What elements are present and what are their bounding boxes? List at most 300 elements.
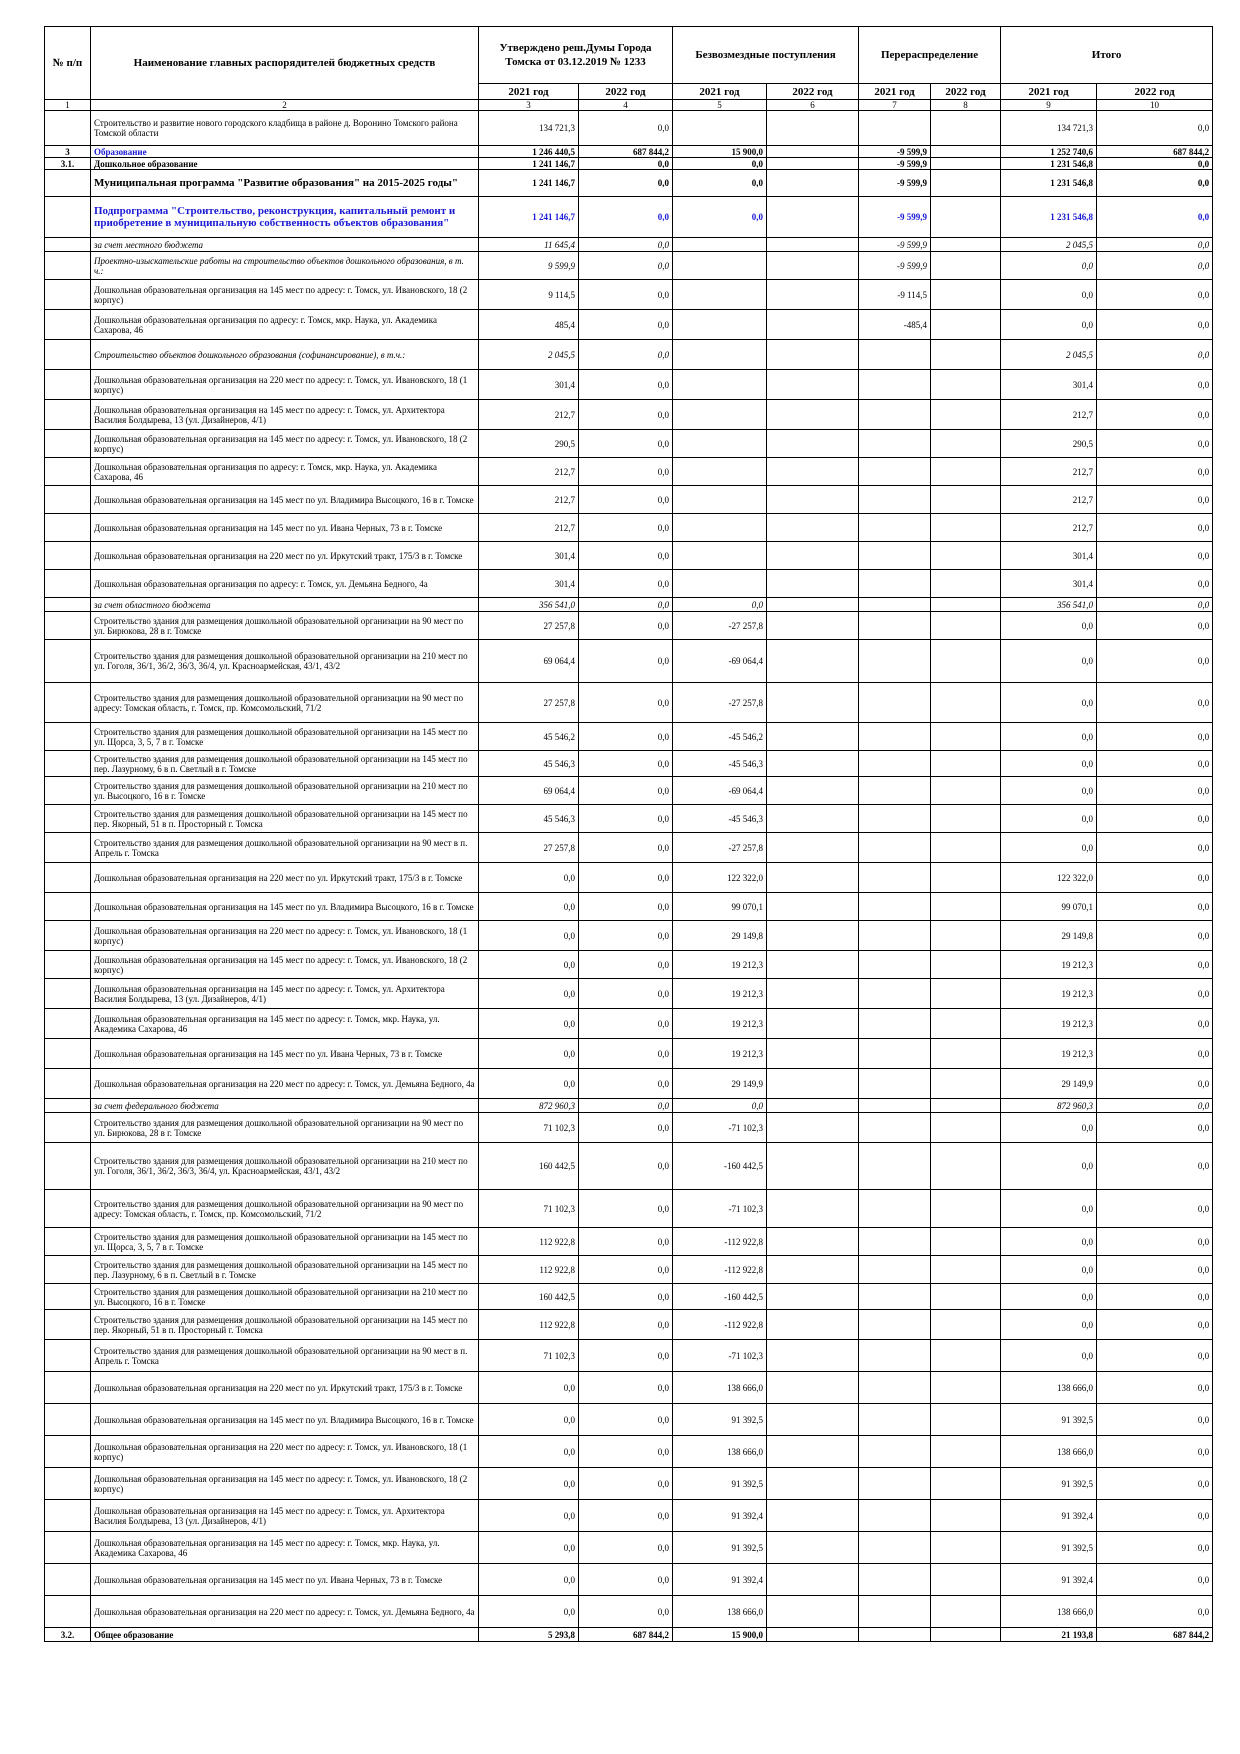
value-cell: 91 392,4 <box>1001 1564 1097 1596</box>
value-cell: 0,0 <box>1097 1069 1213 1099</box>
value-cell: 0,0 <box>1001 280 1097 310</box>
row-number <box>45 1069 91 1099</box>
value-cell <box>859 1468 931 1500</box>
table-row <box>45 1284 1213 1310</box>
value-cell <box>859 1113 931 1143</box>
value-cell: 112 922,8 <box>479 1228 579 1256</box>
value-cell <box>859 1256 931 1284</box>
value-cell <box>767 197 859 238</box>
value-cell <box>859 863 931 893</box>
value-cell: 0,0 <box>479 863 579 893</box>
value-cell <box>859 979 931 1009</box>
value-cell: 0,0 <box>1097 1436 1213 1468</box>
row-number <box>45 1468 91 1500</box>
row-name: Дошкольная образовательная организация на 145 мест по ул. Ивана Черных, 73 в г. Томске <box>91 1564 479 1596</box>
value-cell: 0,0 <box>1097 158 1213 170</box>
value-cell: -69 064,4 <box>673 777 767 805</box>
value-cell: 356 541,0 <box>1001 598 1097 612</box>
value-cell: 122 322,0 <box>673 863 767 893</box>
value-cell: 0,0 <box>1097 751 1213 777</box>
value-cell: 0,0 <box>579 777 673 805</box>
table-row <box>45 1228 1213 1256</box>
value-cell: 0,0 <box>1097 1228 1213 1256</box>
value-cell: 138 666,0 <box>1001 1436 1097 1468</box>
value-cell: 0,0 <box>1097 921 1213 951</box>
row-name: Дошкольная образовательная организация на 220 мест по адресу: г. Томск, ул. Демьяна Бедного, 4а <box>91 1069 479 1099</box>
value-cell: 0,0 <box>579 430 673 458</box>
value-cell: 71 102,3 <box>479 1113 579 1143</box>
value-cell <box>767 1564 859 1596</box>
row-number <box>45 598 91 612</box>
value-cell: 0,0 <box>673 1099 767 1113</box>
value-cell: 301,4 <box>479 370 579 400</box>
value-cell: 1 252 740,6 <box>1001 146 1097 158</box>
value-cell: 0,0 <box>579 1069 673 1099</box>
value-cell: -9 599,9 <box>859 197 931 238</box>
value-cell: 687 844,2 <box>579 1628 673 1642</box>
value-cell: 212,7 <box>479 400 579 430</box>
value-cell: 45 546,3 <box>479 751 579 777</box>
value-cell: 0,0 <box>579 111 673 146</box>
value-cell: 0,0 <box>579 612 673 640</box>
row-name: Строительство здания для размещения дошкольной образовательной организации на 145 мест по ул. Щорса, 3, 5, 7 в г. Томске <box>91 1228 479 1256</box>
year-2022-total: 2022 год <box>1097 84 1213 100</box>
value-cell: 0,0 <box>579 1099 673 1113</box>
value-cell <box>767 158 859 170</box>
value-cell: 0,0 <box>579 1564 673 1596</box>
value-cell: -112 922,8 <box>673 1256 767 1284</box>
value-cell: 138 666,0 <box>1001 1596 1097 1628</box>
value-cell <box>859 1340 931 1372</box>
row-name: Дошкольная образовательная организация на 145 мест по адресу: г. Томск, ул. Ивановского, 18 (2 корпус) <box>91 280 479 310</box>
value-cell: -160 442,5 <box>673 1143 767 1190</box>
value-cell: 134 721,3 <box>1001 111 1097 146</box>
value-cell: 69 064,4 <box>479 777 579 805</box>
value-cell: 0,0 <box>579 1340 673 1372</box>
table-row <box>45 458 1213 486</box>
value-cell: 0,0 <box>579 310 673 340</box>
col-index: 3 <box>479 100 579 111</box>
value-cell <box>931 1039 1001 1069</box>
row-name: Дошкольная образовательная организация на 220 мест по адресу: г. Томск, ул. Демьяна Бедного, 4а <box>91 1596 479 1628</box>
value-cell <box>673 340 767 370</box>
value-cell: 0,0 <box>479 1404 579 1436</box>
value-cell <box>673 238 767 252</box>
value-cell: 0,0 <box>579 1143 673 1190</box>
value-cell <box>931 1113 1001 1143</box>
value-cell <box>931 598 1001 612</box>
year-2021-approved: 2021 год <box>479 84 579 100</box>
value-cell: 0,0 <box>1097 252 1213 280</box>
row-number <box>45 805 91 833</box>
value-cell: 212,7 <box>1001 486 1097 514</box>
value-cell: 11 645,4 <box>479 238 579 252</box>
budget-table <box>44 26 1213 1642</box>
value-cell <box>767 340 859 370</box>
value-cell <box>859 1143 931 1190</box>
value-cell <box>673 570 767 598</box>
table-row <box>45 570 1213 598</box>
value-cell <box>767 1113 859 1143</box>
value-cell <box>767 1039 859 1069</box>
value-cell <box>859 1190 931 1228</box>
value-cell: 69 064,4 <box>479 640 579 683</box>
row-number <box>45 1009 91 1039</box>
value-cell: 0,0 <box>579 542 673 570</box>
col-index: 4 <box>579 100 673 111</box>
row-name: Строительство здания для размещения дошкольной образовательной организации на 210 мест по ул. Высоцкого, 16 в г. Томске <box>91 777 479 805</box>
row-name: Строительство и развитие нового городского кладбища в районе д. Воронино Томского района Томской области <box>91 111 479 146</box>
row-name: Дошкольная образовательная организация на 145 мест по адресу: г. Томск, ул. Архитектора Василия Болдырева, 13 (ул. Дизайнеров, 4/1) <box>91 400 479 430</box>
col-index: 6 <box>767 100 859 111</box>
row-name: Дошкольная образовательная организация на 220 мест по адресу: г. Томск, ул. Ивановского, 18 (1 корпус) <box>91 370 479 400</box>
value-cell <box>859 1284 931 1310</box>
year-2022-realloc: 2022 год <box>931 84 1001 100</box>
value-cell <box>767 310 859 340</box>
value-cell: -485,4 <box>859 310 931 340</box>
value-cell: 872 960,3 <box>1001 1099 1097 1113</box>
value-cell <box>931 1564 1001 1596</box>
value-cell <box>931 833 1001 863</box>
row-number <box>45 863 91 893</box>
value-cell: -9 599,9 <box>859 158 931 170</box>
value-cell: 1 231 546,8 <box>1001 158 1097 170</box>
value-cell <box>931 1228 1001 1256</box>
value-cell <box>931 1284 1001 1310</box>
value-cell <box>767 1310 859 1340</box>
row-number <box>45 751 91 777</box>
value-cell: -9 599,9 <box>859 238 931 252</box>
table-row <box>45 683 1213 723</box>
value-cell: 687 844,2 <box>579 146 673 158</box>
value-cell <box>673 486 767 514</box>
table-row <box>45 370 1213 400</box>
value-cell: 91 392,5 <box>673 1404 767 1436</box>
value-cell: 0,0 <box>1097 1009 1213 1039</box>
value-cell: 301,4 <box>1001 570 1097 598</box>
row-name: за счет федерального бюджета <box>91 1099 479 1113</box>
value-cell: 0,0 <box>1097 570 1213 598</box>
row-number <box>45 1404 91 1436</box>
value-cell: 0,0 <box>579 893 673 921</box>
value-cell <box>859 111 931 146</box>
value-cell: 29 149,8 <box>673 921 767 951</box>
value-cell: 0,0 <box>579 170 673 197</box>
value-cell <box>931 252 1001 280</box>
row-name: Дошкольная образовательная организация на 220 мест по ул. Иркутский тракт, 175/3 в г. Томске <box>91 542 479 570</box>
row-name: Строительство объектов дошкольного образования (софинансирование), в т.ч.: <box>91 340 479 370</box>
value-cell: 0,0 <box>1001 1340 1097 1372</box>
value-cell: 91 392,5 <box>673 1468 767 1500</box>
value-cell <box>673 280 767 310</box>
row-number: 3.1. <box>45 158 91 170</box>
value-cell <box>859 751 931 777</box>
row-name: Строительство здания для размещения дошкольной образовательной организации на 90 мест в п. Апрель г. Томска <box>91 833 479 863</box>
row-number <box>45 951 91 979</box>
row-name: Строительство здания для размещения дошкольной образовательной организации на 90 мест в п. Апрель г. Томска <box>91 1340 479 1372</box>
value-cell: 0,0 <box>1001 723 1097 751</box>
value-cell: 0,0 <box>579 1009 673 1039</box>
value-cell <box>859 1009 931 1039</box>
row-number <box>45 111 91 146</box>
value-cell: 0,0 <box>1097 1099 1213 1113</box>
row-name: Строительство здания для размещения дошкольной образовательной организации на 145 мест по пер. Якорный, 51 в п. Просторный г. Томска <box>91 1310 479 1340</box>
value-cell: 301,4 <box>479 542 579 570</box>
value-cell: 1 231 546,8 <box>1001 170 1097 197</box>
value-cell: 0,0 <box>1001 751 1097 777</box>
table-row <box>45 310 1213 340</box>
value-cell <box>859 1596 931 1628</box>
value-cell <box>931 863 1001 893</box>
value-cell <box>931 400 1001 430</box>
value-cell: 71 102,3 <box>479 1190 579 1228</box>
value-cell: 0,0 <box>1097 1596 1213 1628</box>
value-cell: 134 721,3 <box>479 111 579 146</box>
value-cell: 2 045,5 <box>1001 238 1097 252</box>
value-cell <box>859 951 931 979</box>
table-row <box>45 751 1213 777</box>
value-cell: 0,0 <box>479 1372 579 1404</box>
value-cell: 0,0 <box>1097 683 1213 723</box>
table-row <box>45 1404 1213 1436</box>
value-cell <box>767 514 859 542</box>
value-cell: 0,0 <box>479 979 579 1009</box>
table-row <box>45 1256 1213 1284</box>
row-number <box>45 370 91 400</box>
row-name: Общее образование <box>91 1628 479 1642</box>
value-cell <box>767 863 859 893</box>
value-cell: 0,0 <box>579 723 673 751</box>
value-cell <box>931 777 1001 805</box>
value-cell <box>931 1500 1001 1532</box>
value-cell: 0,0 <box>579 1404 673 1436</box>
value-cell: 0,0 <box>1097 370 1213 400</box>
value-cell <box>931 146 1001 158</box>
value-cell: 19 212,3 <box>1001 951 1097 979</box>
table-row <box>45 1564 1213 1596</box>
value-cell <box>859 612 931 640</box>
value-cell <box>767 1500 859 1532</box>
row-name: Дошкольная образовательная организация на 145 мест по адресу: г. Томск, ул. Архитектора Василия Болдырева, 13 (ул. Дизайнеров, 4/1) <box>91 1500 479 1532</box>
value-cell: 15 900,0 <box>673 146 767 158</box>
col-index: 5 <box>673 100 767 111</box>
table-row <box>45 1436 1213 1468</box>
value-cell: 212,7 <box>1001 514 1097 542</box>
value-cell <box>931 1436 1001 1468</box>
row-number <box>45 170 91 197</box>
value-cell: 872 960,3 <box>479 1099 579 1113</box>
value-cell <box>859 514 931 542</box>
value-cell: 0,0 <box>579 1372 673 1404</box>
value-cell <box>931 310 1001 340</box>
value-cell <box>859 598 931 612</box>
table-row <box>45 340 1213 370</box>
value-cell: 0,0 <box>479 1596 579 1628</box>
value-cell <box>931 430 1001 458</box>
value-cell <box>673 252 767 280</box>
value-cell: 19 212,3 <box>1001 1009 1097 1039</box>
col-index: 8 <box>931 100 1001 111</box>
value-cell <box>767 1284 859 1310</box>
row-number <box>45 400 91 430</box>
table-row <box>45 158 1213 170</box>
table-row <box>45 723 1213 751</box>
value-cell: 687 844,2 <box>1097 146 1213 158</box>
value-cell: 0,0 <box>579 833 673 863</box>
value-cell: 0,0 <box>1097 1256 1213 1284</box>
value-cell <box>931 170 1001 197</box>
value-cell: 0,0 <box>1097 340 1213 370</box>
value-cell <box>931 1596 1001 1628</box>
value-cell <box>673 458 767 486</box>
value-cell: -27 257,8 <box>673 612 767 640</box>
value-cell: 27 257,8 <box>479 683 579 723</box>
value-cell: 19 212,3 <box>1001 1039 1097 1069</box>
value-cell: 0,0 <box>1001 640 1097 683</box>
value-cell: 0,0 <box>579 1468 673 1500</box>
value-cell: 0,0 <box>579 1284 673 1310</box>
value-cell <box>767 1009 859 1039</box>
value-cell <box>859 777 931 805</box>
row-name: Дошкольная образовательная организация на 220 мест по адресу: г. Томск, ул. Ивановского, 18 (1 корпус) <box>91 1436 479 1468</box>
value-cell: -9 599,9 <box>859 252 931 280</box>
value-cell: 0,0 <box>1097 238 1213 252</box>
row-name: Дошкольная образовательная организация на 145 мест по ул. Ивана Черных, 73 в г. Томске <box>91 514 479 542</box>
value-cell <box>931 921 1001 951</box>
value-cell: 0,0 <box>1001 805 1097 833</box>
row-number <box>45 1190 91 1228</box>
row-number <box>45 310 91 340</box>
value-cell: -27 257,8 <box>673 683 767 723</box>
value-cell <box>931 238 1001 252</box>
value-cell <box>767 612 859 640</box>
value-cell: 5 293,8 <box>479 1628 579 1642</box>
row-number <box>45 252 91 280</box>
value-cell <box>859 833 931 863</box>
row-name: за счет областного бюджета <box>91 598 479 612</box>
row-name: Строительство здания для размещения дошкольной образовательной организации на 145 мест по пер. Лазурному, 6 в п. Светлый в г. Томске <box>91 751 479 777</box>
value-cell <box>767 1532 859 1564</box>
table-row <box>45 598 1213 612</box>
value-cell: 2 045,5 <box>1001 340 1097 370</box>
value-cell: 0,0 <box>579 1190 673 1228</box>
value-cell: 9 599,9 <box>479 252 579 280</box>
value-cell <box>859 458 931 486</box>
table-row <box>45 197 1213 238</box>
value-cell: 29 149,9 <box>1001 1069 1097 1099</box>
value-cell <box>931 486 1001 514</box>
value-cell <box>931 723 1001 751</box>
value-cell: 1 241 146,7 <box>479 158 579 170</box>
col-index: 1 <box>45 100 91 111</box>
value-cell: 0,0 <box>479 893 579 921</box>
value-cell <box>767 598 859 612</box>
row-number <box>45 893 91 921</box>
row-number <box>45 280 91 310</box>
value-cell: 0,0 <box>579 751 673 777</box>
table-row <box>45 1310 1213 1340</box>
table-row <box>45 1113 1213 1143</box>
row-number <box>45 1436 91 1468</box>
value-cell: 0,0 <box>1001 1228 1097 1256</box>
row-number <box>45 833 91 863</box>
value-cell: 91 392,5 <box>1001 1468 1097 1500</box>
header-grants: Безвозмездные поступления <box>673 27 859 84</box>
value-cell: 0,0 <box>1097 1468 1213 1500</box>
value-cell: -112 922,8 <box>673 1310 767 1340</box>
value-cell: 0,0 <box>1097 280 1213 310</box>
value-cell <box>931 158 1001 170</box>
row-number <box>45 1284 91 1310</box>
table-row <box>45 170 1213 197</box>
value-cell: 0,0 <box>579 1256 673 1284</box>
value-cell <box>859 893 931 921</box>
value-cell <box>767 486 859 514</box>
row-number <box>45 1372 91 1404</box>
value-cell: 0,0 <box>1001 1284 1097 1310</box>
value-cell <box>767 170 859 197</box>
value-cell: 356 541,0 <box>479 598 579 612</box>
value-cell: 0,0 <box>1097 1310 1213 1340</box>
value-cell: 91 392,5 <box>1001 1404 1097 1436</box>
row-number <box>45 340 91 370</box>
table-row <box>45 146 1213 158</box>
row-name: Строительство здания для размещения дошкольной образовательной организации на 210 мест по ул. Гоголя, 36/1, 36/2, 36/3, 36/4, ул. Красноармейская, 43/1, 43/2 <box>91 640 479 683</box>
value-cell: 112 922,8 <box>479 1256 579 1284</box>
value-cell: 71 102,3 <box>479 1340 579 1372</box>
value-cell: 138 666,0 <box>673 1596 767 1628</box>
value-cell: 0,0 <box>579 1596 673 1628</box>
value-cell <box>859 570 931 598</box>
value-cell: 0,0 <box>479 1436 579 1468</box>
value-cell: 0,0 <box>579 805 673 833</box>
table-row <box>45 1190 1213 1228</box>
header-realloc: Перераспределение <box>859 27 1001 84</box>
row-name: Дошкольное образование <box>91 158 479 170</box>
value-cell: 0,0 <box>1097 1039 1213 1069</box>
year-2021-total: 2021 год <box>1001 84 1097 100</box>
value-cell <box>767 1190 859 1228</box>
value-cell <box>931 542 1001 570</box>
value-cell: 0,0 <box>579 863 673 893</box>
value-cell <box>931 1310 1001 1340</box>
value-cell <box>859 1564 931 1596</box>
table-row <box>45 951 1213 979</box>
value-cell: -45 546,2 <box>673 723 767 751</box>
value-cell: 0,0 <box>579 252 673 280</box>
value-cell: 91 392,5 <box>1001 1532 1097 1564</box>
value-cell: 0,0 <box>579 280 673 310</box>
table-row <box>45 1143 1213 1190</box>
value-cell <box>767 1340 859 1372</box>
header-approved: Утверждено реш.Думы Города Томска от 03.12.2019 № 1233 <box>479 27 673 84</box>
value-cell: 9 114,5 <box>479 280 579 310</box>
value-cell: 0,0 <box>579 979 673 1009</box>
value-cell: 1 246 440,5 <box>479 146 579 158</box>
value-cell <box>859 1069 931 1099</box>
value-cell: 0,0 <box>1097 598 1213 612</box>
value-cell: 0,0 <box>579 598 673 612</box>
row-number <box>45 1256 91 1284</box>
value-cell <box>859 1500 931 1532</box>
value-cell: 0,0 <box>1097 1340 1213 1372</box>
value-cell <box>931 370 1001 400</box>
value-cell: 0,0 <box>479 1069 579 1099</box>
value-cell: 0,0 <box>1001 683 1097 723</box>
row-name: Дошкольная образовательная организация на 220 мест по адресу: г. Томск, ул. Ивановского, 18 (1 корпус) <box>91 921 479 951</box>
value-cell: 0,0 <box>1097 1190 1213 1228</box>
value-cell: 290,5 <box>479 430 579 458</box>
